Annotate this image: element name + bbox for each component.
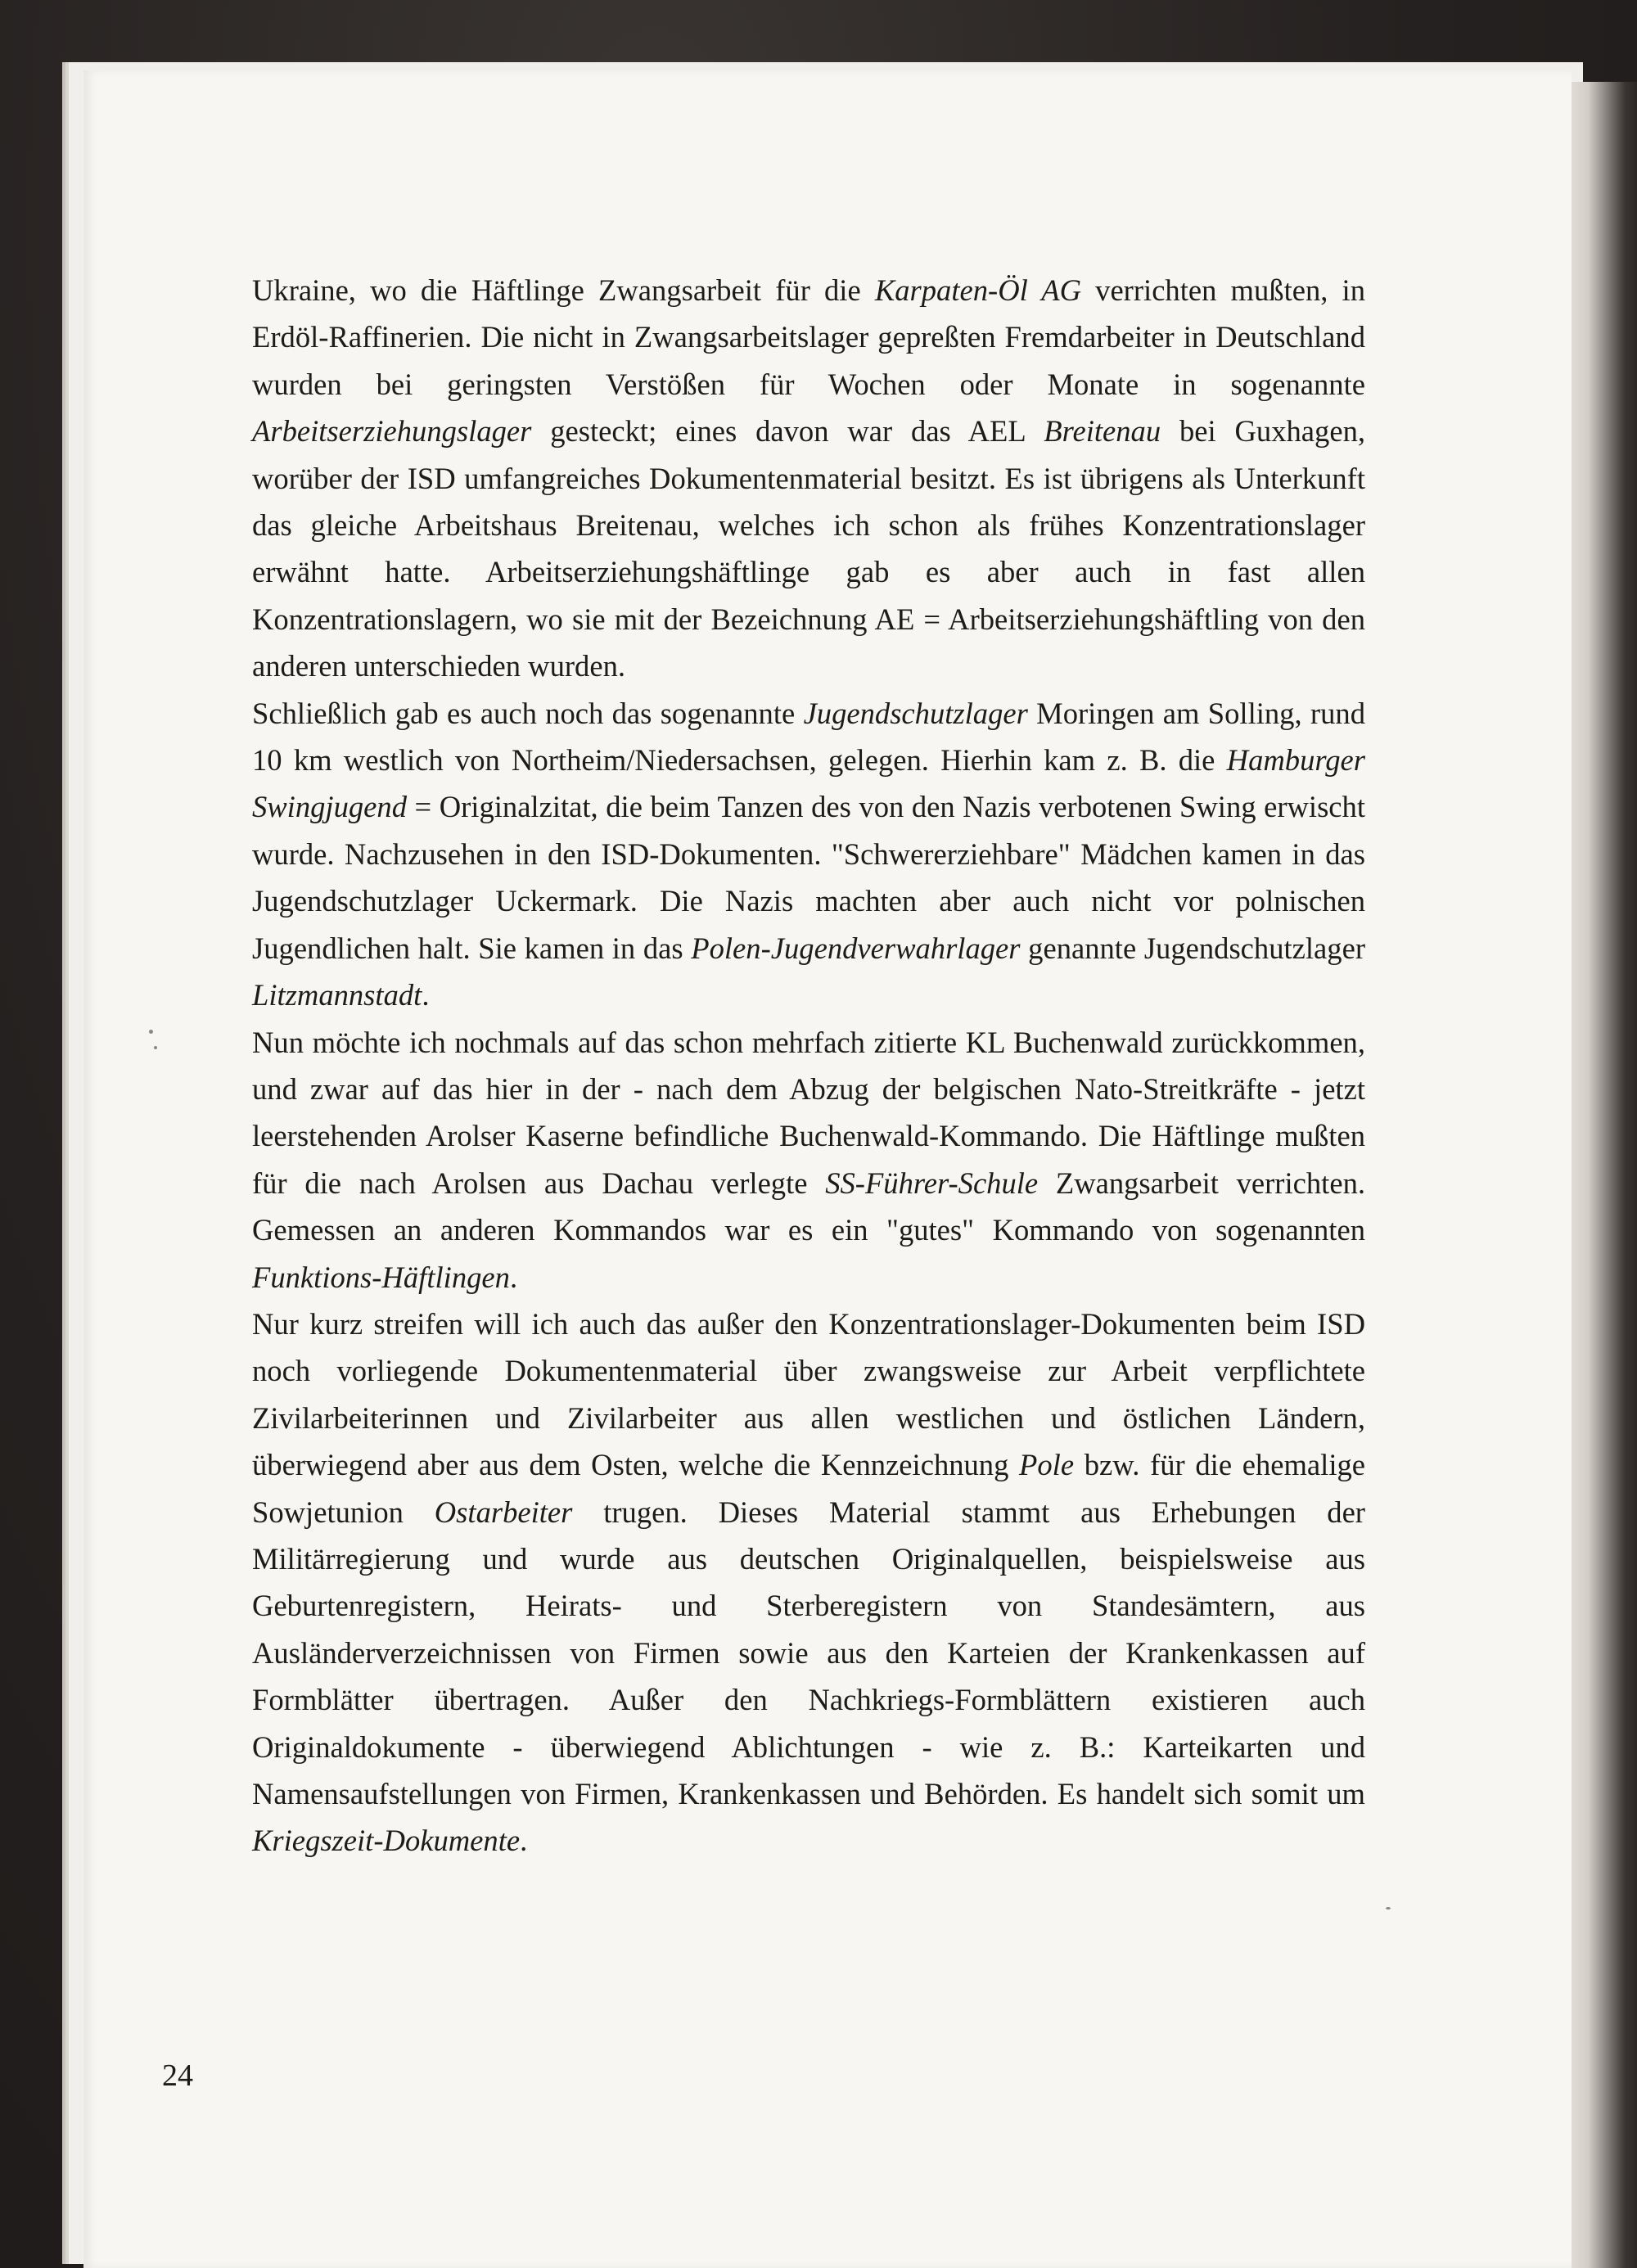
italic-term: Polen-Jugendverwahrlager [691,931,1021,965]
scan-speck [154,1046,157,1049]
italic-term: SS-Führer-Schule [825,1166,1039,1200]
italic-term: Arbeitserziehungslager [252,414,532,449]
italic-term: Ostarbeiter [434,1495,573,1529]
paragraph [252,1301,1365,1864]
italic-term: Pole [1019,1448,1075,1482]
text-run: gesteckt; eines davon war das AEL [531,414,1044,449]
text-run: Nun möchte ich nochmals auf das schon mehrfach zitierte KL Buchenwald zurückkommen, und zwar auf das hier in der - nach dem Abzug der belgischen Nato-Streitkräfte - jetzt leerstehenden Arolser Kaserne befindliche Buchenwald-Kommando. Die Häftlinge mußten für die nach Arolsen aus Dachau verlegte [252,1025,1365,1200]
italic-term: Breitenau [1044,414,1161,449]
paragraph [252,267,1365,690]
italic-term: Karpaten-Öl AG [874,273,1082,307]
italic-term: Hamburger Swingjugend [252,743,1365,824]
text-run: verrichten mußten, in Erdöl-Raffinerien. Die nicht in Zwangsarbeitslager gepreßten Fremdarbeiter in Deutschland wurden bei geringsten Verstößen für Wochen oder Monate in sogenannte [252,273,1365,401]
italic-term: Litzmannstadt [252,978,422,1012]
text-run: = Originalzitat, die beim Tanzen des von den Nazis verbotenen Swing erwischt wurde. Nachzusehen in den ISD-Dokumenten. "Schwererziehbare" Mädchen kamen in das Jugendschutzlager Uckermark. Die Nazis machten aber auch nicht vor polnischen Jugendlichen halt. Sie kamen in das [252,790,1365,965]
text-run: bei Guxhagen, worüber der ISD umfangreiches Dokumentenmaterial besitzt. Es ist übrigens als Unterkunft das gleiche Arbeitshaus Breitenau, welches ich schon als frühes Konzentrationslager erwähnt hatte. Arbeitserziehungshäftlinge gab es aber auch in fast allen Konzentrationslagern, wo sie mit der Bezeichnung AE = Arbeitserziehungshäftling von den anderen unterschieden wurden. [252,414,1365,683]
text-run: Ukraine, wo die Häftlinge Zwangsarbeit für die [252,273,875,307]
text-run: . [520,1824,528,1858]
text-run: trugen. Dieses Material stammt aus Erhebungen der Militärregierung und wurde aus deutschen Originalquellen, beispielsweise aus Geburtenregistern, Heirats- und Sterberegistern von Standesämtern, aus Ausländerverzeichnissen von Firmen sowie aus den Karteien der Krankenkassen auf Formblätter übertragen. Außer den Nachkriegs-Formblättern existieren auch Originaldokumente - überwiegend Ablichtungen - wie z. B.: Karteikarten und Namensaufstellungen von Firmen, Krankenkassen und Behörden. Es handelt sich somit um [252,1495,1365,1810]
text-run: . [422,978,430,1012]
body-text [252,267,1365,1864]
text-run: Moringen am Solling, rund 10 km westlich von Northeim/Niedersachsen, gelegen. Hierhin kam z. B. die [252,696,1365,778]
text-run: genannte Jugendschutzlager [1020,931,1365,965]
text-run: Schließlich gab es auch noch das sogenannte [252,696,804,730]
paragraph [252,690,1365,1019]
page-number: 24 [162,2058,193,2093]
italic-term: Funktions-Häftlingen [252,1260,510,1294]
text-run: bzw. für die ehemalige Sowjetunion [252,1448,1366,1529]
paragraph [252,1019,1365,1301]
text-run: Nur kurz streifen will ich auch das außer den Konzentrationslager-Dokumenten beim ISD noch vorliegende Dokumentenmaterial über zwangsweise zur Arbeit verpflichtete Zivilarbeiterinnen und Zivilarbeiter aus allen westlichen und östlichen Ländern, überwiegend aber aus dem Osten, welche die Kennzeichnung [252,1306,1365,1482]
italic-term: Kriegszeit-Dokumente [252,1824,521,1858]
text-run: Zwangsarbeit verrichten. Gemessen an anderen Kommandos war es ein "gutes" Kommando von sogenannten [252,1166,1366,1247]
text-run: . [509,1260,518,1294]
scan-speck [1386,1907,1391,1910]
italic-term: Jugendschutzlager [803,696,1028,730]
scan-speck [149,1030,153,1034]
